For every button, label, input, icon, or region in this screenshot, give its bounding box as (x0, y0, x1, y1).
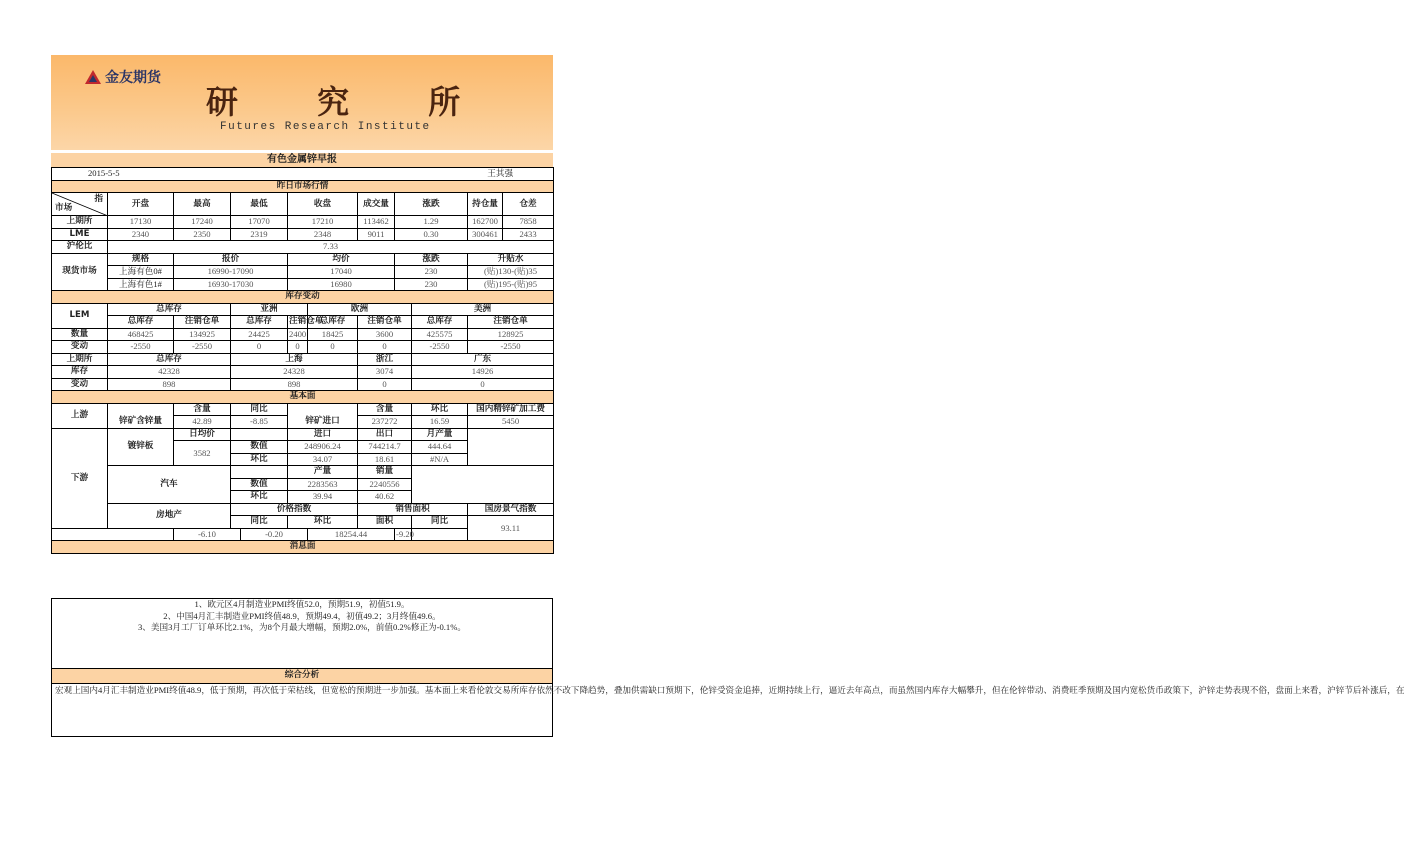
document-title: 有色金属锌早报 (51, 153, 553, 167)
col-header: 升贴水 (468, 253, 554, 266)
group-header: 亚洲 (231, 303, 308, 316)
cell: -0.20 (241, 528, 308, 541)
col-header: 销售面积 (358, 503, 468, 516)
cell: 16990-17090 (174, 266, 288, 279)
col-header: 涨跌 (395, 253, 468, 266)
sub-header: 同比 (412, 516, 468, 529)
cell: 42328 (108, 366, 231, 379)
cell: 134925 (174, 328, 231, 341)
cell: 0 (288, 341, 308, 354)
col-header: 出口 (358, 428, 412, 441)
col-header: 含量 (174, 403, 231, 416)
cell: 744214.7 (358, 441, 412, 454)
cell: 468425 (108, 328, 174, 341)
col-header: 浙江 (358, 353, 412, 366)
sub-header: 环比 (288, 516, 358, 529)
auto-header-row (52, 466, 554, 479)
col-header: 最高 (174, 193, 231, 216)
cell: 2400 (289, 328, 307, 339)
cell: 17040 (288, 266, 395, 279)
cell: 24425 (231, 328, 288, 341)
cell: 3600 (358, 328, 412, 341)
cell: 0 (358, 341, 412, 354)
row-label: 锌矿含锌量 (108, 416, 174, 429)
col-header: 成交量 (358, 193, 395, 216)
row-label: 数量 (52, 328, 108, 341)
col-header: 产量 (288, 466, 358, 479)
corner-top-label: 指 (94, 194, 103, 204)
cell: 0 (308, 341, 358, 354)
row-label: 镀锌板 (108, 428, 174, 466)
report-table (51, 167, 554, 554)
cell: 17210 (288, 216, 358, 229)
cell: 上海有色0# (108, 266, 174, 279)
date-row (52, 168, 554, 181)
col-header: 仓差 (503, 193, 554, 216)
col-header: 广东 (412, 353, 554, 366)
table-row (52, 366, 554, 379)
downstream-label: 下游 (52, 428, 108, 528)
ratio-label: 沪伦比 (52, 241, 108, 254)
cell: 444.64 (412, 441, 468, 454)
lme-sub-row (52, 316, 554, 329)
cell: 17070 (231, 216, 288, 229)
cell: -2550 (108, 341, 174, 354)
col-header: 价格指数 (231, 503, 358, 516)
report-header (51, 55, 553, 150)
sub-header: 总库存 (308, 316, 358, 329)
cell: -2550 (174, 341, 231, 354)
cell: 113462 (358, 216, 395, 229)
cell: 3582 (174, 441, 231, 466)
cell: 300461 (468, 228, 503, 241)
cell: 17240 (174, 216, 231, 229)
cell: 17130 (108, 216, 174, 229)
inventory-section-title: 库存变动 (52, 291, 554, 304)
ratio-row (52, 241, 554, 254)
sub-header: 总库存 (231, 316, 288, 329)
galv-header-row (52, 428, 554, 441)
cell: 42.89 (174, 416, 231, 429)
news-table (51, 598, 553, 684)
row-label: 环比 (231, 453, 288, 466)
cell: 0 (358, 378, 412, 391)
cell: 898 (231, 378, 358, 391)
ratio-value: 7.33 (108, 241, 554, 254)
company-logo (85, 67, 161, 87)
cell: -9.20 (396, 528, 414, 539)
cell: (贴)130-(贴)35 (468, 266, 554, 279)
table-row (52, 378, 554, 391)
group-header: 美洲 (412, 303, 554, 316)
col-header: 环比 (412, 403, 468, 416)
market-section-title: 昨日市场行情 (52, 180, 554, 193)
cell: 18.61 (358, 453, 412, 466)
row-label: 上期所 (52, 216, 108, 229)
news-item: 1、欧元区4月制造业PMI终值52.0，预期51.9，初值51.9。 (52, 599, 553, 611)
upstream-values-row (52, 416, 554, 429)
row-label: 库存 (52, 366, 108, 379)
corner-bottom-label: 市场 (55, 203, 73, 213)
table-row (52, 341, 554, 354)
col-header: 报价 (174, 253, 288, 266)
sub-header: 注销仓单 (358, 316, 412, 329)
row-label: 上期所 (52, 353, 108, 366)
cell: 128925 (468, 328, 554, 341)
sub-header: 注销仓单 (174, 316, 231, 329)
cell: 237272 (358, 416, 412, 429)
group-header: 欧洲 (308, 303, 412, 316)
logo-text: 金友期货 (105, 70, 161, 86)
col-header: 进口 (288, 428, 358, 441)
analysis-section-title: 综合分析 (52, 668, 553, 683)
cell: 24328 (231, 366, 358, 379)
cell: 425575 (412, 328, 468, 341)
cell: 2350 (174, 228, 231, 241)
col-header: 上海 (231, 353, 358, 366)
sub-header: 注销仓单 (468, 316, 554, 329)
cell: -2550 (412, 341, 468, 354)
shfe-header-row (52, 353, 554, 366)
cell: 9011 (358, 228, 395, 241)
cell: 3074 (358, 366, 412, 379)
col-header: 国内精锌矿加工费 (468, 403, 554, 416)
cell: 93.11 (468, 516, 554, 541)
spot-label: 现货市场 (52, 253, 108, 291)
report-author: 王其强 (241, 168, 554, 181)
row-label: 锌矿进口 (288, 416, 358, 429)
row-label: 环比 (231, 491, 288, 504)
sub-header: 总库存 (412, 316, 468, 329)
cell: 2433 (503, 228, 554, 241)
row-label: 变动 (52, 341, 108, 354)
cell: 1.29 (395, 216, 468, 229)
news-item: 3、美国3月工厂订单环比2.1%，为8个月最大增幅，预期2.0%，前值0.2%修正为-0.1%。 (52, 622, 553, 634)
col-header: 持仓量 (468, 193, 503, 216)
col-header: 日均价 (174, 428, 231, 441)
re-header-row (52, 503, 554, 516)
row-label: 房地产 (108, 503, 231, 528)
spot-header-row (52, 253, 554, 266)
col-header: 开盘 (108, 193, 174, 216)
upstream-label: 上游 (52, 403, 108, 428)
table-row (52, 278, 554, 291)
cell: 18425 (308, 328, 358, 341)
table-row (52, 228, 554, 241)
cell: 2283563 (288, 478, 358, 491)
cell: 7858 (503, 216, 554, 229)
col-header: 最低 (231, 193, 288, 216)
cell: 248906.24 (288, 441, 358, 454)
cell: 898 (108, 378, 231, 391)
col-header: 国房景气指数 (468, 503, 554, 516)
cell: 14926 (412, 366, 554, 379)
row-label: 汽车 (108, 466, 231, 504)
market-header-row (52, 193, 554, 216)
col-header: 涨跌 (395, 193, 468, 216)
cell: 2319 (231, 228, 288, 241)
lme-group-row (52, 303, 554, 316)
table-row (52, 216, 554, 229)
cell: 39.94 (288, 491, 358, 504)
sub-header: 注销仓单 (289, 316, 324, 327)
cell: 16930-17030 (174, 278, 288, 291)
cell: 16.59 (412, 416, 468, 429)
col-header: 规格 (108, 253, 174, 266)
row-label: LME (52, 228, 108, 241)
report-date: 2015-5-5 (52, 168, 241, 181)
cell: 2348 (288, 228, 358, 241)
cell: -8.85 (231, 416, 288, 429)
cell: 0.30 (395, 228, 468, 241)
sub-header: 面积 (358, 516, 412, 529)
cell: -2550 (468, 341, 554, 354)
col-header: 收盘 (288, 193, 358, 216)
row-label: 数值 (231, 478, 288, 491)
news-item: 2、中国4月汇丰制造业PMI终值48.9，预期49.4，初值49.2；3月终值49.6。 (52, 611, 553, 623)
col-header: 总库存 (108, 353, 231, 366)
cell: 2340 (108, 228, 174, 241)
institute-subtitle: Futures Research Institute (220, 121, 431, 133)
upstream-header-row (52, 403, 554, 416)
cell: 230 (395, 278, 468, 291)
cell: 5450 (468, 416, 554, 429)
cell: #N/A (412, 453, 468, 466)
analysis-text: 宏观上国内4月汇丰制造业PMI终值48.9，低于预期，再次低于荣枯线，但宽松的预期进一步加强。基本面上来看伦敦交易所库存依然不改下降趋势，叠加供需缺口预期下，伦锌受资金追捧，近期持续上行，逼近去年高点，而虽然国内库存大幅攀升，但在伦锌带动、消费旺季预期及国内宽松货币政策下，沪锌走势表现不俗，盘面上来看，沪锌节后补涨后，在 (52, 684, 553, 737)
col-header: 同比 (231, 403, 288, 416)
analysis-table (51, 683, 1404, 737)
cell: -6.10 (174, 528, 241, 541)
col-header: 销量 (358, 466, 412, 479)
cell: 上海有色1# (108, 278, 174, 291)
col-header: 月产量 (412, 428, 468, 441)
cell: 2240556 (358, 478, 412, 491)
cell: 162700 (468, 216, 503, 229)
logo-triangle-icon (85, 70, 101, 84)
sub-header: 总库存 (108, 316, 174, 329)
row-label: 变动 (52, 378, 108, 391)
cell: 0 (412, 378, 554, 391)
group-header: 总库存 (108, 303, 231, 316)
sub-header: 同比 (231, 516, 288, 529)
cell: 0 (231, 341, 288, 354)
table-row (52, 266, 554, 279)
institute-title: 研 究 所 (206, 83, 495, 121)
cell: 34.07 (288, 453, 358, 466)
cell: 16980 (288, 278, 395, 291)
lme-label: LEM (52, 303, 108, 328)
corner-cell (52, 193, 108, 216)
cell: 230 (395, 266, 468, 279)
col-header: 均价 (288, 253, 395, 266)
news-section-title: 消息面 (52, 541, 554, 554)
news-spacer (52, 634, 553, 669)
row-label: 数值 (231, 441, 288, 454)
fundamentals-section-title: 基本面 (52, 391, 554, 404)
cell: 40.62 (358, 491, 412, 504)
cell: (贴)195-(贴)95 (468, 278, 554, 291)
col-header: 含量 (358, 403, 412, 416)
cell: 18254.44 (308, 528, 395, 541)
table-row (52, 328, 554, 341)
